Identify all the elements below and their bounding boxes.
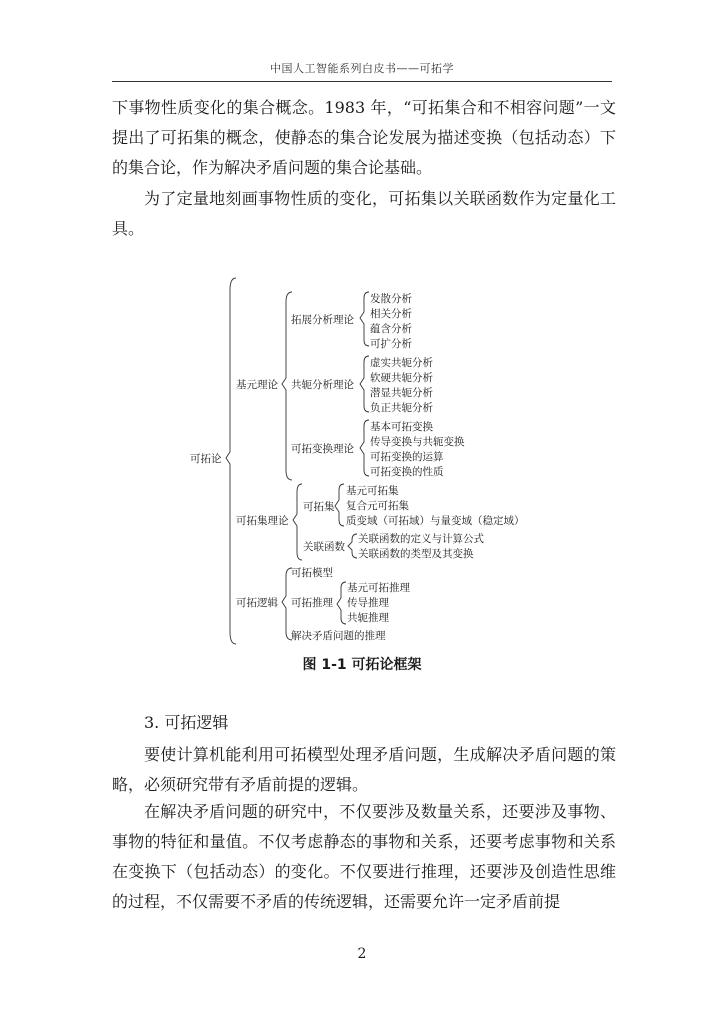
- node-logic: 可拓逻辑: [236, 597, 278, 609]
- leaf-conductive-conjugate-transformation: 传导变换与共轭变换: [370, 436, 465, 448]
- brace-dependent-function: [348, 534, 357, 558]
- node-contradiction-reasoning: 解决矛盾问题的推理: [291, 630, 386, 642]
- leaf-conjugate-reasoning: 共轭推理: [347, 612, 389, 624]
- node-dependent-function: 关联函数: [303, 541, 345, 553]
- brace-extension-set: [335, 484, 344, 526]
- header-rule: [112, 81, 612, 82]
- brace-root: [226, 278, 236, 644]
- section-heading: 3. 可拓逻辑: [144, 713, 229, 732]
- leaf-conductive-reasoning: 传导推理: [347, 597, 389, 609]
- node-set-theory: 可拓集理论: [236, 515, 289, 527]
- running-header: 中国人工智能系列白皮书——可拓学: [270, 62, 454, 75]
- node-extension-analysis: 拓展分析理论: [291, 314, 354, 326]
- brace-extension-reasoning: [337, 582, 346, 624]
- leaf-function-definition: 关联函数的定义与计算公式: [358, 533, 484, 545]
- leaf-transformation-properties: 可拓变换的性质: [370, 466, 444, 478]
- leaf-implication-analysis: 蕴含分析: [370, 323, 412, 335]
- paragraph-logic-purpose: 要使计算机能利用可拓模型处理矛盾问题，生成解决矛盾问题的策略，必须研究带有矛盾前提的逻辑。: [112, 745, 616, 794]
- leaf-compound-element-set: 复合元可拓集: [346, 500, 409, 512]
- leaf-imaginary-real-conjugate: 虚实共轭分析: [370, 357, 433, 369]
- leaf-function-types: 关联函数的类型及其变换: [358, 548, 474, 560]
- node-transformation-theory: 可拓变换理论: [291, 443, 354, 455]
- paragraph-dependent-function: 为了定量地刻画事物性质的变化，可拓集以关联函数作为定量化工具。: [112, 189, 616, 238]
- node-basic-theory: 基元理论: [236, 379, 278, 391]
- paragraph-research-scope: 在解决矛盾问题的研究中，不仅要涉及数量关系，还要涉及事物、事物的特征和量值。不仅考虑静态的事物和关系，还要考虑事物和关系在变换下（包括动态）的变化。不仅要进行推理，还要涉及创造性思维的过程，不仅需要不矛盾的传统逻辑，还需要允许一定矛盾前提: [112, 802, 616, 911]
- leaf-latent-apparent-conjugate: 潜显共轭分析: [370, 387, 433, 399]
- extenics-framework-diagram: [0, 270, 724, 650]
- paragraph-intro: 下事物性质变化的集合概念。1983 年，“可拓集合和不相容问题”一文提出了可拓集的概念，使静态的集合论发展为描述变换（包括动态）下的集合论，作为解决矛盾问题的集合论基础。: [112, 98, 616, 177]
- brace-set-theory: [293, 484, 302, 560]
- leaf-basic-element-set: 基元可拓集: [346, 485, 399, 497]
- page-number: 2: [357, 946, 367, 962]
- node-extension-model: 可拓模型: [291, 567, 333, 579]
- brace-extension-analysis: [360, 292, 369, 346]
- node-extension-set: 可拓集: [303, 501, 335, 513]
- leaf-opening-up-analysis: 可扩分析: [370, 338, 412, 350]
- leaf-basic-element-reasoning: 基元可拓推理: [347, 582, 410, 594]
- brace-transformation: [360, 420, 369, 476]
- leaf-qualitative-quantitative-domain: 质变域（可拓域）与量变域（稳定域）: [346, 515, 525, 527]
- node-conjugate-analysis: 共轭分析理论: [291, 379, 354, 391]
- leaf-correlative-analysis: 相关分析: [370, 308, 412, 320]
- leaf-soft-hard-conjugate: 软硬共轭分析: [370, 372, 433, 384]
- figure-caption: 图 1-1 可拓论框架: [302, 657, 422, 673]
- brace-conjugate-analysis: [360, 356, 369, 412]
- node-root: 可拓论: [190, 453, 222, 465]
- node-extension-reasoning: 可拓推理: [291, 597, 333, 609]
- leaf-transformation-operations: 可拓变换的运算: [370, 451, 444, 463]
- leaf-divergent-analysis: 发散分析: [370, 293, 412, 305]
- leaf-basic-transformation: 基本可拓变换: [370, 421, 433, 433]
- leaf-negative-positive-conjugate: 负正共轭分析: [370, 402, 433, 414]
